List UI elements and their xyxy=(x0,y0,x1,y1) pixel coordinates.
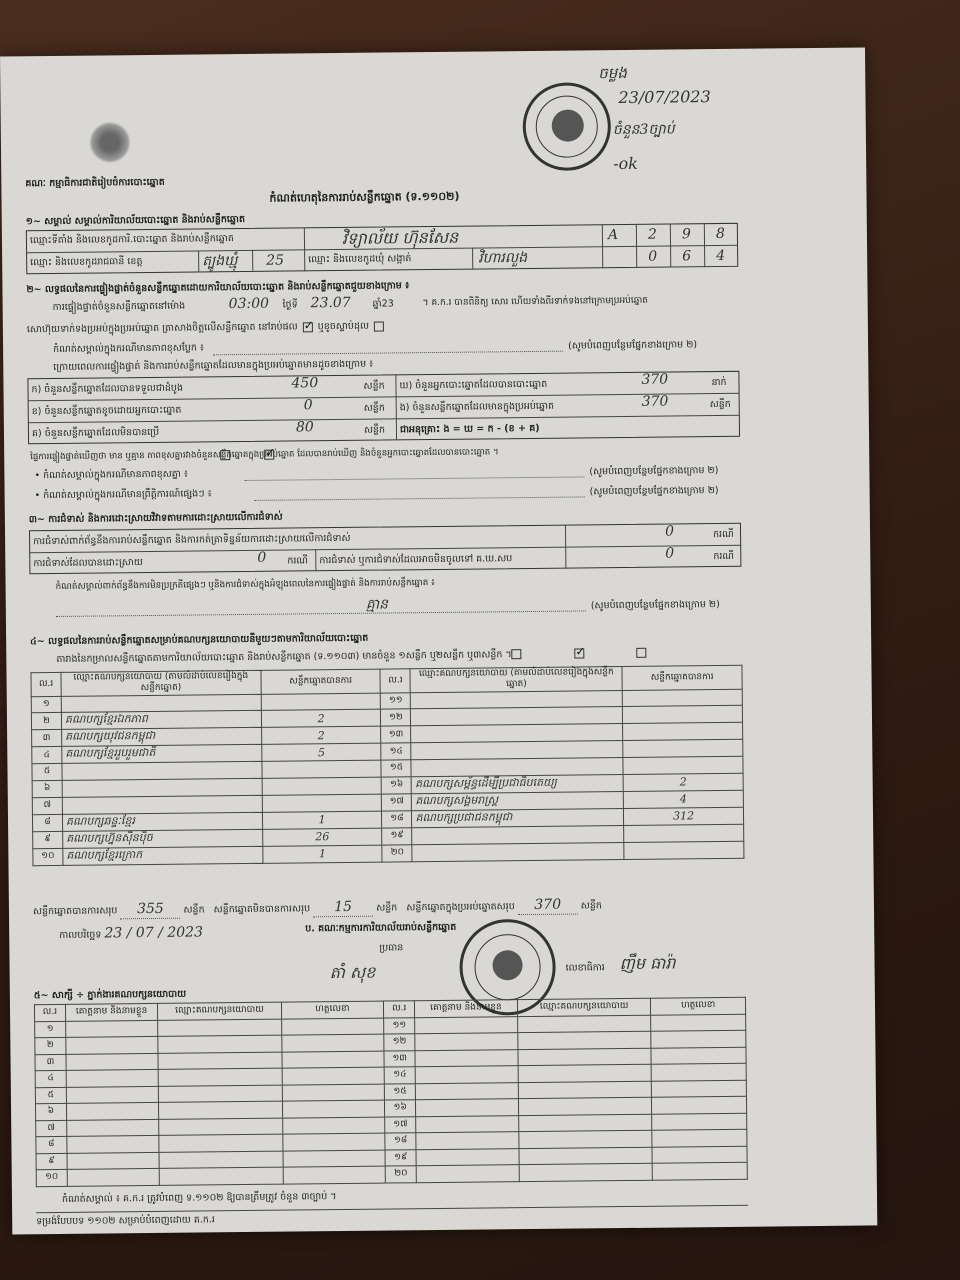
party-votes: 1 xyxy=(262,811,382,829)
blank-cell xyxy=(158,1019,281,1037)
party-name xyxy=(61,694,261,713)
workplace-value: វិទ្យាល័យ ហ៊ុនសែន xyxy=(341,227,459,248)
party-votes xyxy=(622,689,742,707)
blank-cell xyxy=(283,1150,386,1168)
count-kh-value: 0 xyxy=(303,397,313,414)
complaint-row2-value: 0 xyxy=(257,549,267,566)
signing-date: 23 / 07 / 2023 xyxy=(104,924,204,942)
row-no: ២ xyxy=(35,1037,66,1054)
seal-ok-checkbox[interactable] xyxy=(303,322,313,332)
row-no: ១១ xyxy=(384,1017,415,1034)
complaint-row3-unit: ករណី xyxy=(713,550,735,563)
discrepancy-note: កំណត់សម្គាល់ក្នុងករណីមានភាពខុសប្លែក ៖ xyxy=(53,342,205,355)
party-name: គណបក្សសម្ព័ន្ធដើម្បីប្រជាធិបតេយ្យ xyxy=(412,774,624,793)
complaint-note: កំណត់សម្គាល់ពាក់ព័ន្ធនឹងការមិនប្រក្រតីផ្សេងៗ ឬនិងការជំទាស់ក្នុងអំឡុងពេលនៃការផ្ទៀងផ្ទាត់ និងការរាប់សន្លឹកឆ្នោត ៖ xyxy=(55,578,436,592)
count-gh-value: 370 xyxy=(641,371,669,388)
row-no: ១៥ xyxy=(381,760,411,777)
party-name: គណបក្សយុវជនកម្ពុជា xyxy=(62,727,262,746)
row-no: ១ xyxy=(31,696,61,713)
blank-cell xyxy=(159,1101,282,1119)
party-votes xyxy=(262,760,382,778)
w-col-name-left: គោត្តនាម និងនាមខ្លួន xyxy=(65,1003,158,1020)
total-box: 370 xyxy=(518,897,578,915)
commune-code-1: 0 xyxy=(648,248,658,265)
blank-cell xyxy=(416,1132,519,1150)
blank-cell xyxy=(159,1167,282,1185)
no-difference-checkbox[interactable] xyxy=(264,450,274,460)
has-difference-checkbox[interactable] xyxy=(220,450,230,460)
party-name xyxy=(62,795,262,814)
blank-cell xyxy=(67,1135,160,1152)
blank-cell xyxy=(652,1063,747,1080)
complaint-note-hand: គ្មាន xyxy=(365,596,389,613)
fill-note-2: (សូមបំពេញបន្ថែមផ្នែកខាងក្រោម ២) xyxy=(589,465,719,478)
blank-cell xyxy=(416,1115,519,1133)
province-label: ឈ្មោះ និងលេខកូដរាជធានី ខេត្ត xyxy=(30,256,143,269)
form-code: ទម្រង់បែបបទ ១១០២ សម្រាប់បំពេញដោយ គ.ក.រ xyxy=(36,1214,215,1228)
party-votes: 26 xyxy=(262,828,382,846)
blank-cell xyxy=(281,1034,384,1052)
blank-cell xyxy=(653,1162,748,1179)
blank-cell xyxy=(158,1035,281,1053)
incident-bullet: • កំណត់សម្គាល់ក្នុងករណីមានព្រឹត្តិការណ៍ផ្សេងៗ ៖ xyxy=(34,488,212,502)
blank-cell xyxy=(415,1033,518,1051)
blank-cell xyxy=(416,1165,519,1183)
row-no: ១ xyxy=(35,1021,66,1038)
complaint-row3: ការជំទាស់ ឬការជំទាស់ដែលអាចមិនចូលទៅ គ.ឃ.សប xyxy=(319,553,513,567)
count-gh-unit: នាក់ xyxy=(711,376,727,389)
code-1: 2 xyxy=(647,226,657,243)
row-no: ១២ xyxy=(381,709,411,726)
row-no: ៨ xyxy=(36,1136,67,1153)
chair-label: ប្រធាន xyxy=(379,942,404,954)
count-g-unit: សន្លឹក xyxy=(363,424,386,436)
w-col-no-left: ល.រ xyxy=(34,1004,65,1021)
blank-cell xyxy=(518,1064,652,1082)
blank-cell xyxy=(652,1080,747,1097)
section4-heading: ៤~ លទ្ធផលនៃការរាប់សន្លឹកឆ្នោតសម្រាប់គណបក្សនយោបាយនីមួយៗតាមការិយាល័យបោះឆ្នោត xyxy=(30,632,369,648)
blank-cell xyxy=(159,1085,282,1103)
row-no: ៩ xyxy=(33,831,63,848)
row-no: ៩ xyxy=(36,1153,67,1170)
row-no: ១៧ xyxy=(382,793,412,810)
stamp-note-1: ចម្លង xyxy=(598,63,627,83)
blank-cell xyxy=(415,1049,518,1067)
w-col-party-left: ឈ្មោះគណបក្សនយោបាយ xyxy=(158,1002,281,1020)
col-no-left: ល.រ xyxy=(31,672,61,696)
row-no: ១៣ xyxy=(381,726,411,743)
blank-cell xyxy=(651,1030,746,1047)
row-no: ២ xyxy=(31,712,61,729)
verify-line2: សោហ៊ុយទាក់ទងប្រអប់ក្នុងប្រអប់ឆ្នោត ត្រាសាងចិត្តលើសន្លឹកឆ្នោត នៅរាប់ផល ✓ ឬខូចស្ទាប់ដុល xyxy=(27,321,386,336)
row-no: ១៨ xyxy=(382,810,412,827)
blank-cell xyxy=(652,1096,747,1113)
secretary-label: លេខាធិការ xyxy=(565,962,605,974)
blank-cell xyxy=(652,1129,747,1146)
row-no: ១៩ xyxy=(385,1149,416,1166)
count-ng-value: 370 xyxy=(641,393,669,410)
party-votes xyxy=(261,693,381,711)
party-name: គណបក្សខ្មែរឯកភាព xyxy=(61,710,261,729)
row-no: ១៥ xyxy=(385,1083,416,1100)
blank-cell xyxy=(281,1018,384,1036)
blank-cell xyxy=(159,1151,282,1169)
difference-bullet: • កំណត់សម្គាល់ក្នុងករណីមានភាពខុសគ្នា ៖ xyxy=(34,468,189,482)
party-votes xyxy=(623,756,743,774)
verify-day-prefix: ថ្ងៃទី xyxy=(282,299,298,311)
row-no: ៧ xyxy=(36,1120,67,1137)
blank-cell xyxy=(66,1036,159,1053)
party-name xyxy=(62,778,262,797)
row-no: ១៤ xyxy=(381,743,411,760)
blank-cell xyxy=(65,1020,158,1037)
party-name: គណបក្សប្រជាជនកម្ពុជា xyxy=(412,808,624,827)
blank-cell xyxy=(159,1118,282,1136)
fill-note-3: (សូមបំពេញបន្ថែមផ្នែកខាងក្រោម ២) xyxy=(589,485,719,498)
col-no-right: ល.រ xyxy=(380,669,410,693)
blank-cell xyxy=(66,1119,159,1136)
two-sheet-checkbox[interactable] xyxy=(574,648,584,658)
party-votes xyxy=(623,739,743,757)
totals-line: សន្លឹកឆ្នោតបានការសរុប 355 សន្លឹក សន្លឹកឆ្នោតមិនបានការសរុប 15 សន្លឹក សន្លឹកឆ្នោតក្នុងប្រអប់ឆ្នោតសរុប 370 សន្លឹក xyxy=(32,896,602,918)
verify-line1-end: ។ គ.ក.រ បានពិនិត្យ សោរ ហើយទាំងពីរទាក់ទងនៅក្រោមប្រអប់ឆ្នោត xyxy=(422,295,649,309)
commune-code-2: 6 xyxy=(682,248,692,265)
blank-cell xyxy=(416,1099,519,1117)
party-name xyxy=(62,761,262,780)
workplace-label: ឈ្មោះទីតាំង និងលេខកូដការិ.បោះឆ្នោត និងរាប់សន្លឹកឆ្នោត xyxy=(29,233,234,247)
w-col-name-right: គោត្តនាម និងនាមខ្លួន xyxy=(415,1000,518,1018)
blank-cell xyxy=(518,1097,652,1115)
party-name: គណបក្សខ្មែរក្រោក xyxy=(63,846,263,865)
party-name xyxy=(412,825,624,844)
party-name xyxy=(412,842,624,861)
blank-cell xyxy=(518,1114,652,1132)
party-votes xyxy=(262,794,382,812)
count-g-label: គ) ចំនួនសន្លឹកឆ្នោតដែលមិនបានប្រើ xyxy=(31,426,160,440)
official-stamp-top xyxy=(522,82,611,171)
province-value: ត្បូងឃ្មុំ xyxy=(202,253,238,270)
party-votes: 5 xyxy=(261,743,381,761)
blank-cell xyxy=(652,1113,747,1130)
row-no: ១៩ xyxy=(382,827,412,844)
count-k-value: 450 xyxy=(291,375,319,392)
stamp-note-2: 23/07/2023 xyxy=(618,87,711,108)
complaint-row2-unit: ករណី xyxy=(287,555,309,567)
count-formula: ជាអនុគ្រោះ ង = ឃ = ក - (ខ + គ) xyxy=(399,422,540,436)
blank-cell xyxy=(416,1148,519,1166)
blank-cell xyxy=(651,1014,746,1031)
row-no: ៤ xyxy=(35,1070,66,1087)
section1-heading: ១~ សម្គាល់ សម្គាល់ការិយាល័យបោះឆ្នោត និងរាប់សន្លឹកឆ្នោត xyxy=(25,213,246,228)
blank-cell xyxy=(519,1130,653,1148)
count-ng-unit: សន្លឹក xyxy=(709,398,731,411)
col-party-left: ឈ្មោះគណបក្សនយោបាយ (តាមលំដាប់លេខរៀងក្នុងសន្លឹកឆ្នោត) xyxy=(61,670,261,696)
row-no: ១៧ xyxy=(385,1116,416,1133)
count-ng-label: ង) ចំនួនសន្លឹកឆ្នោតដែលមានក្នុងប្រអប់ឆ្នោត xyxy=(399,400,555,414)
blank-cell xyxy=(651,1047,746,1064)
seal-broken-checkbox[interactable] xyxy=(374,321,384,331)
footer-note: កំណត់សម្គាល់ ៖ គ.ក.រ ត្រូវបំពេញ ទ.១១០២ ឱ្យបានត្រឹមត្រូវ ចំនួន ៣ច្បាប់ ។ xyxy=(61,1191,337,1205)
count-k-unit: សន្លឹក xyxy=(363,380,385,392)
blank-cell xyxy=(652,1146,747,1163)
party-results-table xyxy=(30,665,744,866)
party-votes xyxy=(623,722,743,740)
blank-cell xyxy=(518,1048,652,1066)
blank-cell xyxy=(282,1117,385,1135)
blank-cell xyxy=(518,1081,652,1099)
complaint-row3-value: 0 xyxy=(665,545,675,562)
row-no: ៦ xyxy=(32,780,62,797)
ballot-count-form xyxy=(0,47,877,1234)
row-no: ១៣ xyxy=(384,1050,415,1067)
blank-cell xyxy=(519,1163,653,1181)
blank-cell xyxy=(415,1082,518,1100)
w-col-party-right: ឈ្មោះគណបក្សនយោបាយ xyxy=(517,998,651,1016)
commune-value: វិហារលួង xyxy=(478,250,528,267)
party-votes: 4 xyxy=(623,790,743,808)
row-no: ៥ xyxy=(35,1087,66,1104)
counting-intro: ក្រោយពេលការផ្ទៀងផ្ទាត់ និងការរាប់សន្លឹកឆ្នោតដែលមានក្នុងប្រអប់ឆ្នោតមានដូចខាងក្រោម ៖ xyxy=(53,358,374,373)
row-no: ១០ xyxy=(33,848,63,865)
w-col-sign-right: ហត្ថលេខា xyxy=(651,997,746,1014)
col-party-right: ឈ្មោះគណបក្សនយោបាយ (តាមលំដាប់លេខរៀងក្នុងសន្លឹកឆ្នោត) xyxy=(410,667,622,693)
verify-time-prefix: ការផ្ទៀងផ្ទាត់ចំនួនសន្លឹកឆ្នោតនៅម៉ោង xyxy=(52,300,186,313)
blank-cell xyxy=(519,1147,653,1165)
blank-cell xyxy=(66,1102,159,1119)
code-2: 9 xyxy=(681,226,691,243)
row-no: ១២ xyxy=(384,1034,415,1051)
complaint-row1-unit: ករណី xyxy=(713,528,734,541)
count-g-value: 80 xyxy=(295,419,314,436)
blank-cell xyxy=(66,1086,159,1103)
w-col-sign-left: ហត្ថលេខា xyxy=(281,1001,384,1019)
party-votes: 2 xyxy=(623,773,743,791)
verify-date: 23.07 xyxy=(310,294,351,312)
difference-check-line: ផ្ទៃការផ្ទៀងផ្ទាត់ឃើញថា មាន ឬគ្មាន ភាពខុសគ្នារវាងចំនួនសន្លឹកឆ្នោតក្នុងប្រអប់ឆ្នោត ដែលបានរាប់ឃើញ និងចំនួនអ្នកបោះឆ្នោតដែលបានបោះឆ្នោត ។ xyxy=(30,447,499,463)
stamp-note-4: -ok xyxy=(613,153,639,174)
commune-code-3: 4 xyxy=(716,247,726,265)
province-number: 25 xyxy=(266,252,285,269)
code-a: A xyxy=(607,227,619,244)
section4-sub: តារាងនៃកម្រាលសន្លឹកឆ្នោតតាមការិយាល័យបោះឆ្នោត និងរាប់សន្លឹកឆ្នោត (ទ.១១០៣) មានចំនួន ១សន្លឹក ឬ២សន្លឹក ឬ៣សន្លឹក ។ xyxy=(56,649,512,665)
blank-cell xyxy=(415,1016,518,1034)
party-votes xyxy=(262,777,382,795)
party-votes xyxy=(624,824,744,842)
party-name: គណបក្សឆន្ទៈខ្មែរ xyxy=(62,812,262,831)
row-no: ៤ xyxy=(32,746,62,763)
blank-cell xyxy=(282,1100,385,1118)
blank-cell xyxy=(67,1168,160,1185)
blank-cell xyxy=(158,1068,281,1086)
blank-cell xyxy=(518,1031,652,1049)
blank-cell xyxy=(517,1015,651,1033)
row-no: ១៤ xyxy=(384,1067,415,1084)
party-name: គណបក្សហ្វ៊ុនស៊ិនប៉ិច xyxy=(63,829,263,848)
row-no: ៥ xyxy=(32,763,62,780)
three-sheet-checkbox[interactable] xyxy=(636,648,646,658)
one-sheet-checkbox[interactable] xyxy=(511,649,521,659)
party-votes: 312 xyxy=(624,807,744,825)
col-votes-left: សន្លឹកឆ្នោតបានការ xyxy=(261,669,381,694)
row-no: ១០ xyxy=(36,1169,67,1186)
secretary-signature: ញឹម ធារ៉ា xyxy=(619,953,676,974)
w-col-no-right: ល.រ xyxy=(384,1001,415,1018)
row-no: ២០ xyxy=(385,1166,416,1183)
witness-table xyxy=(34,997,748,1187)
row-no: ១៨ xyxy=(385,1133,416,1150)
section5-heading: ៥~ សាក្សី ÷ ភ្នាក់ងារគណបក្សនយោបាយ xyxy=(33,988,187,1002)
commune-label: ឈ្មោះ និងលេខកូដឃុំ សង្កាត់ xyxy=(308,253,412,266)
row-no: ៨ xyxy=(32,814,62,831)
row-no: ៣ xyxy=(35,1054,66,1071)
blank-cell xyxy=(66,1069,159,1086)
org-name: គណៈ កម្មាធិការជាតិរៀបចំការបោះឆ្នោត xyxy=(25,176,165,190)
row-no: ២០ xyxy=(382,844,412,861)
party-votes xyxy=(624,841,744,859)
count-kh-unit: សន្លឹក xyxy=(363,402,385,414)
complaint-row2: ការជំទាស់ដែលបានដោះស្រាយ xyxy=(33,557,143,570)
count-kh-label: ខ) ចំនួនសន្លឹកឆ្នោតខូចដោយអ្នកបោះឆ្នោត xyxy=(31,404,182,418)
col-votes-right: សន្លឹកឆ្នោតបានការ xyxy=(622,665,742,690)
row-no: ១៦ xyxy=(382,776,412,793)
verify-year: ឆ្នាំ23 xyxy=(372,298,394,310)
blank-cell xyxy=(159,1134,282,1152)
row-no: ១៦ xyxy=(385,1100,416,1117)
verify-time: 03:00 xyxy=(228,295,270,313)
party-name: គណបក្សសង្គមរាស្ត្រ xyxy=(412,791,624,810)
blank-cell xyxy=(158,1052,281,1070)
stamp-note-3: ចំនួន3ច្បាប់ xyxy=(612,121,675,139)
committee-title: ប. គណៈកម្មការការិយាល័យរាប់សន្លឹកឆ្នោត xyxy=(305,921,457,935)
row-no: ១១ xyxy=(381,692,411,709)
section2-heading: ២~ លទ្ធផលនៃការផ្ទៀងផ្ទាត់ចំនួនសន្លឹកឆ្នោតដោយការិយាល័យបោះឆ្នោត និងរាប់សន្លឹកឆ្នោតជួយខាងក្រោម ៖ xyxy=(26,280,410,296)
party-votes: 2 xyxy=(261,726,381,744)
count-k-label: ក) ចំនួនសន្លឹកឆ្នោតដែលបានទទួលជាដំបូង xyxy=(31,382,184,396)
complaint-row1: ការជំទាស់ពាក់ព័ន្ធនឹងការរាប់សន្លឹកឆ្នោត និងការកត់ត្រាទិន្នន័យការដោះស្រាយលើការជំទាស់ xyxy=(33,532,351,548)
form-title: កំណត់ហេតុនៃការរាប់សន្លឹកឆ្នោត (ទ.១១០២) xyxy=(269,189,460,205)
party-votes xyxy=(622,705,742,723)
count-gh-label: ឃ) ចំនួនអ្នកបោះឆ្នោតដែលបានបោះឆ្នោត xyxy=(399,378,548,392)
section3-heading: ៣~ ការជំទាស់ និងការដោះស្រាយវិវាទតាមការដោះស្រាយលើការជំទាស់ xyxy=(28,511,283,526)
blank-cell xyxy=(282,1084,385,1102)
row-no: ៣ xyxy=(32,729,62,746)
chair-signature: តាំ សុខ xyxy=(329,962,376,983)
blank-cell xyxy=(282,1051,385,1069)
nec-emblem-icon xyxy=(89,121,131,163)
blank-cell xyxy=(282,1133,385,1151)
fill-note-1: (សូមបំពេញបន្ថែមផ្នែកខាងក្រោម ២) xyxy=(568,339,698,352)
blank-cell xyxy=(282,1067,385,1085)
blank-cell xyxy=(67,1152,160,1169)
party-name: គណបក្សខ្មែររួបរួមជាតិ xyxy=(62,744,262,763)
code-3: 8 xyxy=(715,225,725,243)
total-invalid: 15 xyxy=(313,899,373,917)
blank-cell xyxy=(283,1166,386,1184)
total-valid: 355 xyxy=(120,901,180,919)
row-no: ៦ xyxy=(35,1103,66,1120)
row-no: ៧ xyxy=(32,797,62,814)
blank-cell xyxy=(415,1066,518,1084)
complaint-row1-value: 0 xyxy=(664,523,675,540)
party-votes: 2 xyxy=(261,709,381,727)
date-line: កាលបរិច្ឆេទ 23 / 07 / 2023 xyxy=(59,924,204,942)
party-votes: 1 xyxy=(262,845,382,863)
fill-note-4: (សូមបំពេញបន្ថែមផ្នែកខាងក្រោម ២) xyxy=(590,599,720,612)
blank-cell xyxy=(66,1053,159,1070)
